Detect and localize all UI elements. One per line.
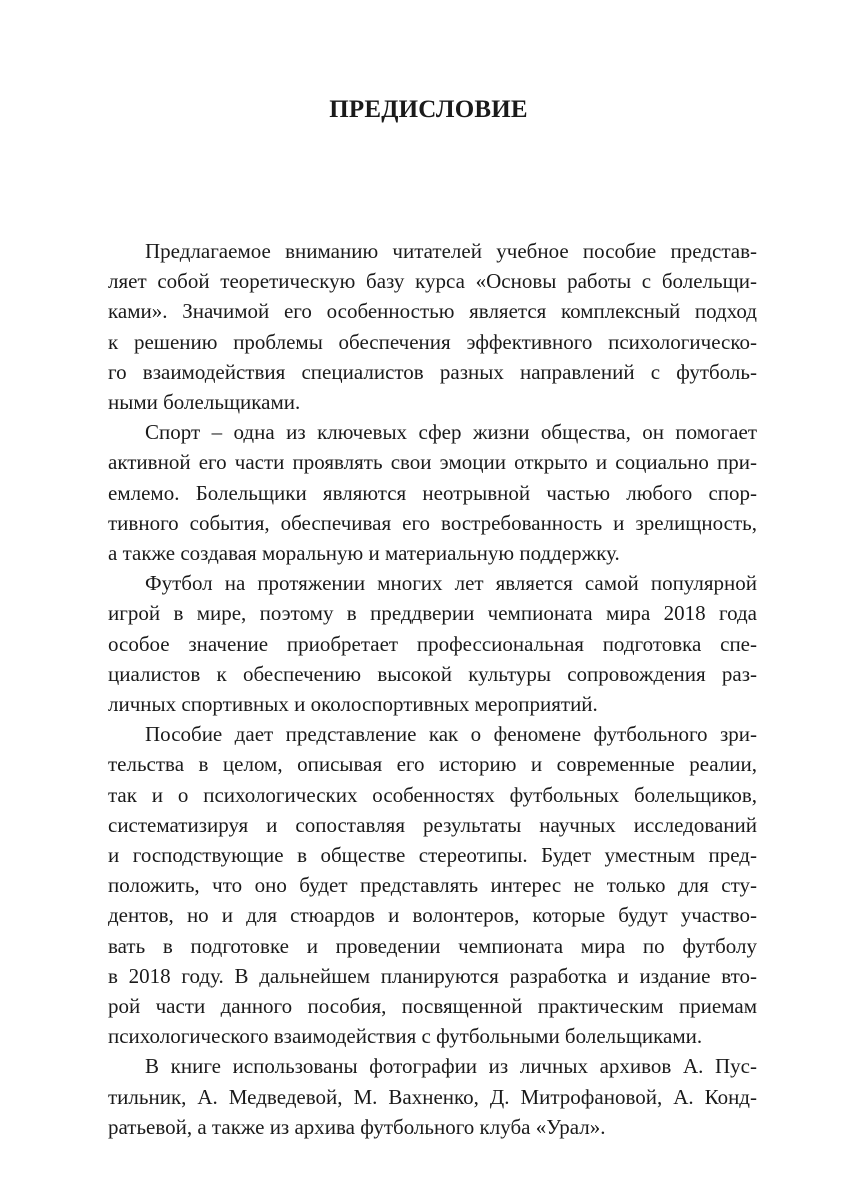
text-line: активной его части проявлять свои эмоции открыто и социально при- <box>108 450 757 475</box>
paragraph-1 <box>108 236 757 417</box>
text-line: рой части данного пособия, посвященной практическим приемам <box>108 994 757 1019</box>
text-line: го взаимодействия специалистов разных направлений с футболь- <box>108 359 757 384</box>
text-line: циалистов к обеспечению высокой культуры сопровождения раз- <box>108 661 757 686</box>
text-line: и господствующие в обществе стереотипы. Будет уместным пред- <box>108 843 757 868</box>
text-line: ными болельщиками. <box>108 390 301 415</box>
preface-body <box>108 236 757 1142</box>
text-line: тивного события, обеспечивая его востребованность и зрелищность, <box>108 510 757 535</box>
text-line: психологического взаимодействия с футбольными болельщиками. <box>108 1024 703 1049</box>
text-line: дентов, но и для стюардов и волонтеров, которые будут участво- <box>108 903 757 928</box>
text-line: в 2018 году. В дальнейшем планируются разработка и издание вто- <box>108 963 757 988</box>
text-line: ляет собой теоретическую базу курса «Основы работы с болельщи- <box>108 269 757 294</box>
text-line: ками». Значимой его особенностью является комплексный подход <box>108 299 757 324</box>
text-line: тильник, А. Медведевой, М. Вахненко, Д. Митрофановой, А. Конд- <box>108 1084 757 1109</box>
text-line: положить, что оно будет представлять интерес не только для сту- <box>108 873 757 898</box>
text-line: вать в подготовке и проведении чемпионата мира по футболу <box>108 933 757 958</box>
text-line: игрой в мире, поэтому в преддверии чемпионата мира 2018 года <box>108 601 757 626</box>
text-line: систематизируя и сопоставляя результаты научных исследований <box>108 812 757 837</box>
text-line: Пособие дает представление как о феномене футбольного зри- <box>145 722 757 747</box>
text-line: емлемо. Болельщики являются неотрывной частью любого спор- <box>108 480 757 505</box>
paragraph-5 <box>108 1051 757 1142</box>
text-line: Футбол на протяжении многих лет является самой популярной <box>145 571 757 596</box>
paragraph-3 <box>108 568 757 719</box>
text-line: к решению проблемы обеспечения эффективного психологическо- <box>108 329 757 354</box>
paragraph-4 <box>108 719 757 1051</box>
text-line: В книге использованы фотографии из личных архивов А. Пус- <box>145 1054 757 1079</box>
text-line: ратьевой, а также из архива футбольного клуба «Урал». <box>108 1114 606 1139</box>
text-line: а также создавая моральную и материальную поддержку. <box>108 541 620 566</box>
text-line: Предлагаемое вниманию читателей учебное пособие представ- <box>145 239 757 263</box>
text-line: тельства в целом, описывая его историю и современные реалии, <box>108 752 757 777</box>
page-title: ПРЕДИСЛОВИЕ <box>329 96 528 123</box>
text-line: так и о психологических особенностях футбольных болельщиков, <box>108 782 757 807</box>
text-line: особое значение приобретает профессиональная подготовка спе- <box>108 631 757 656</box>
text-line: личных спортивных и околоспортивных мероприятий. <box>108 692 598 717</box>
text-line: Спорт – одна из ключевых сфер жизни общества, он помогает <box>145 420 757 445</box>
paragraph-2 <box>108 417 757 568</box>
